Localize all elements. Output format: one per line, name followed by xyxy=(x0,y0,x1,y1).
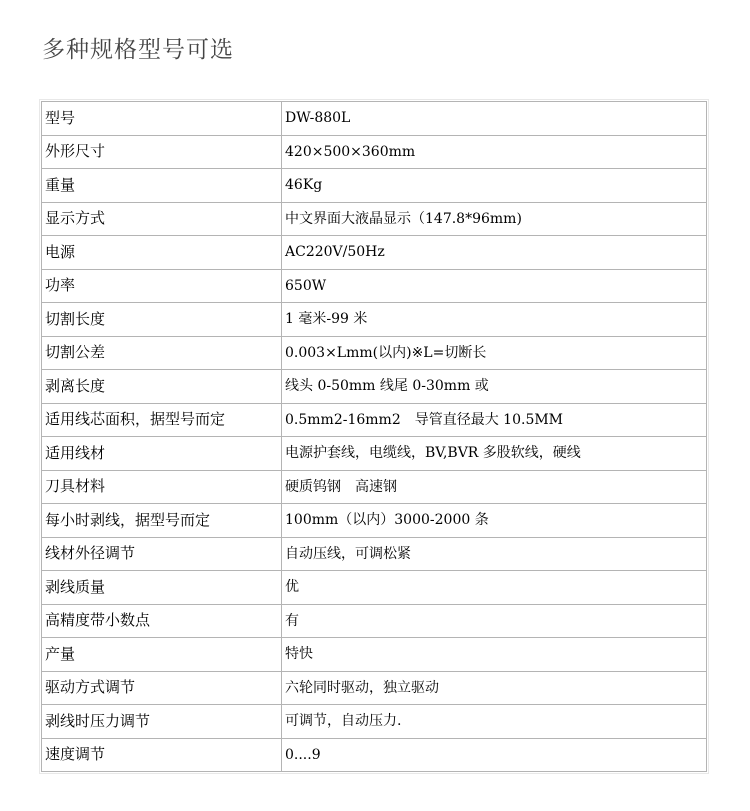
spec-label: 适用线芯面积，据型号而定 xyxy=(42,403,282,437)
spec-row xyxy=(42,403,707,437)
spec-row xyxy=(42,504,707,538)
spec-value: 420×500×360mm xyxy=(282,135,707,169)
spec-value: 0....9 xyxy=(282,738,707,772)
spec-value: 1 毫米-99 米 xyxy=(282,303,707,337)
spec-row xyxy=(42,303,707,337)
spec-label: 驱动方式调节 xyxy=(42,671,282,705)
spec-value: 六轮同时驱动，独立驱动 xyxy=(282,671,707,705)
spec-value: 650W xyxy=(282,269,707,303)
spec-label: 电源 xyxy=(42,236,282,270)
spec-row xyxy=(42,738,707,772)
spec-row xyxy=(42,437,707,471)
spec-value: 电源护套线，电缆线，BV,BVR 多股软线，硬线 xyxy=(282,437,707,471)
spec-row xyxy=(42,336,707,370)
spec-label: 重量 xyxy=(42,169,282,203)
spec-value: 0.5mm2-16mm2 导管直径最大 10.5MM xyxy=(282,403,707,437)
spec-row xyxy=(42,671,707,705)
spec-label: 切割长度 xyxy=(42,303,282,337)
spec-value: 线头 0-50mm 线尾 0-30mm 或 xyxy=(282,370,707,404)
spec-label: 高精度带小数点 xyxy=(42,604,282,638)
spec-value: 可调节，自动压力. xyxy=(282,705,707,739)
spec-row xyxy=(42,638,707,672)
spec-table-body xyxy=(42,102,707,772)
spec-value: 自动压线，可调松紧 xyxy=(282,537,707,571)
spec-label: 刀具材料 xyxy=(42,470,282,504)
spec-label: 每小时剥线，据型号而定 xyxy=(42,504,282,538)
spec-row xyxy=(42,705,707,739)
spec-row xyxy=(42,370,707,404)
spec-table xyxy=(41,101,707,772)
spec-row xyxy=(42,135,707,169)
spec-row xyxy=(42,102,707,136)
spec-value: 硬质钨钢 高速钢 xyxy=(282,470,707,504)
spec-row xyxy=(42,202,707,236)
spec-row xyxy=(42,470,707,504)
spec-value: 有 xyxy=(282,604,707,638)
spec-value: AC220V/50Hz xyxy=(282,236,707,270)
spec-value: 0.003×Lmm(以内)※L=切断长 xyxy=(282,336,707,370)
spec-label: 适用线材 xyxy=(42,437,282,471)
spec-value: DW-880L xyxy=(282,102,707,136)
spec-row xyxy=(42,571,707,605)
spec-row xyxy=(42,236,707,270)
spec-label: 剥线质量 xyxy=(42,571,282,605)
spec-label: 型号 xyxy=(42,102,282,136)
spec-value: 46Kg xyxy=(282,169,707,203)
spec-label: 外形尺寸 xyxy=(42,135,282,169)
spec-label: 线材外径调节 xyxy=(42,537,282,571)
spec-row xyxy=(42,269,707,303)
spec-label: 产量 xyxy=(42,638,282,672)
spec-value: 优 xyxy=(282,571,707,605)
spec-label: 剥离长度 xyxy=(42,370,282,404)
spec-value: 特快 xyxy=(282,638,707,672)
spec-label: 剥线时压力调节 xyxy=(42,705,282,739)
page-title: 多种规格型号可选 xyxy=(42,37,234,63)
spec-row xyxy=(42,537,707,571)
spec-value: 中文界面大液晶显示（147.8*96mm) xyxy=(282,202,707,236)
spec-row xyxy=(42,169,707,203)
spec-value: 100mm（以内）3000-2000 条 xyxy=(282,504,707,538)
spec-label: 功率 xyxy=(42,269,282,303)
spec-label: 切割公差 xyxy=(42,336,282,370)
spec-label: 速度调节 xyxy=(42,738,282,772)
spec-label: 显示方式 xyxy=(42,202,282,236)
spec-row xyxy=(42,604,707,638)
